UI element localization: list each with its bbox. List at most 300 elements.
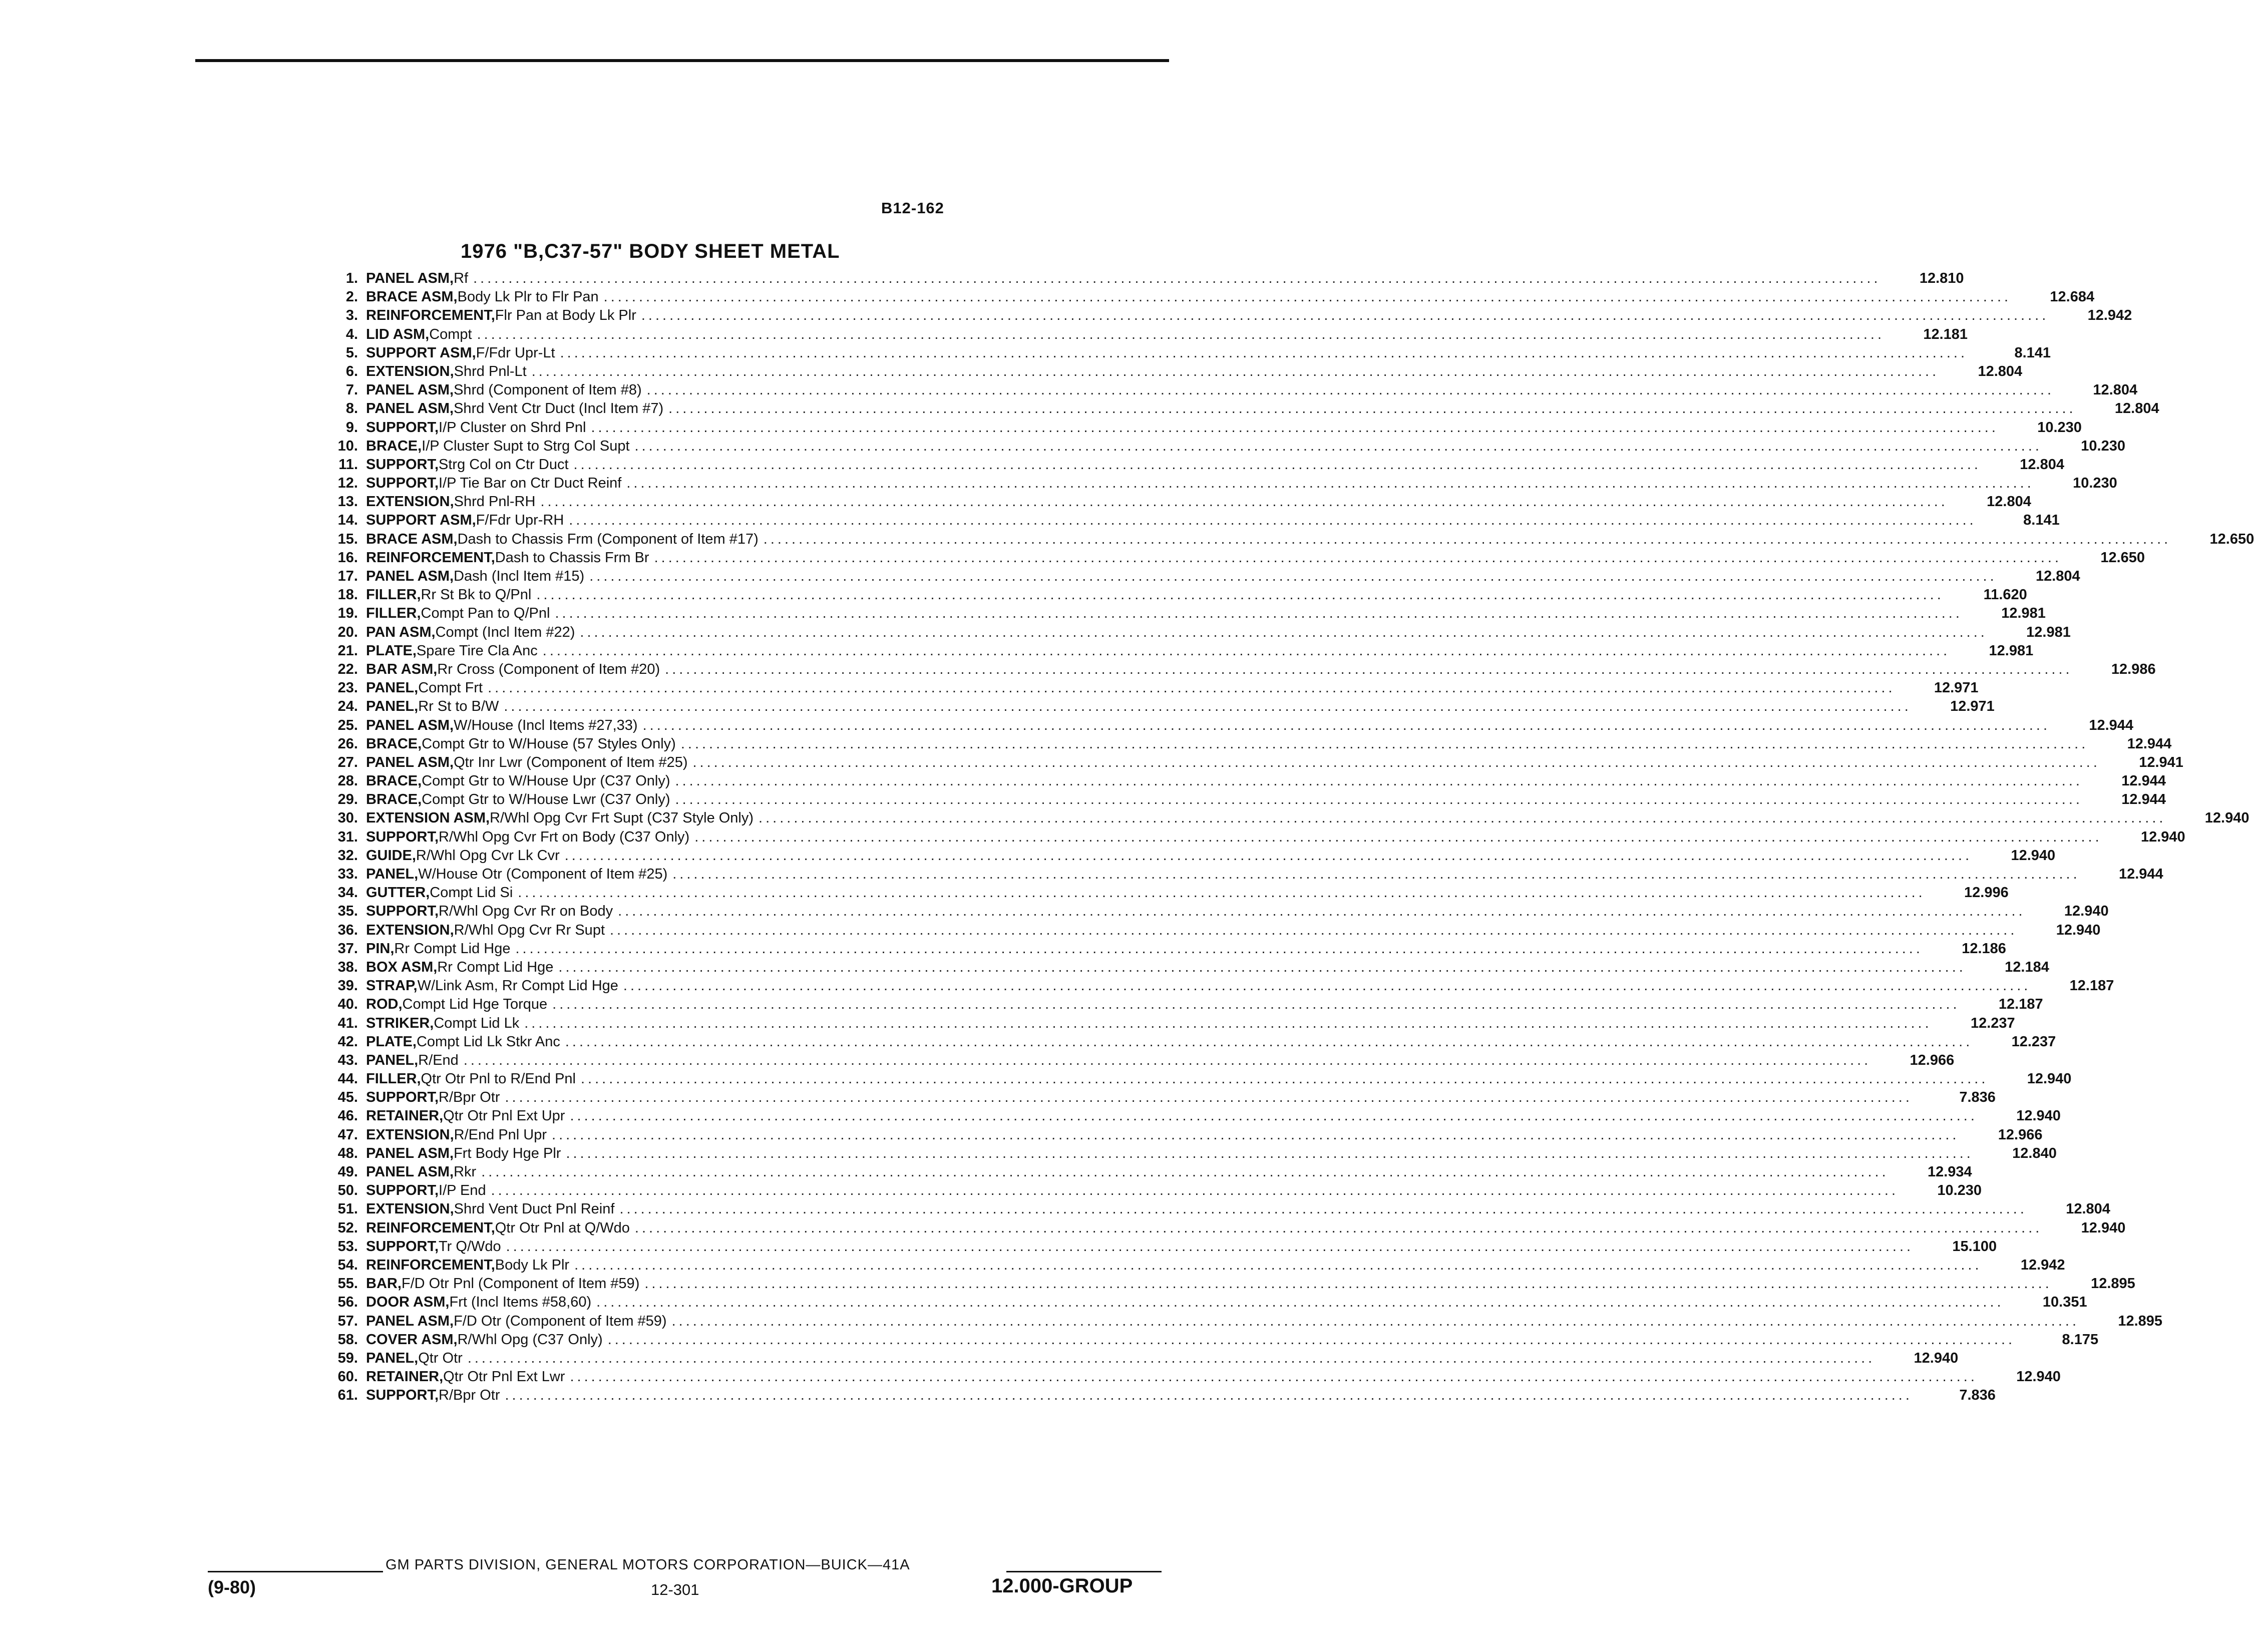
item-number: 27. [337,754,358,770]
item-number: 12. [337,475,358,492]
item-group-number: 12.895 [2118,1313,2163,1329]
header-rule [195,59,1169,62]
item-group-number: 12.804 [2020,456,2064,473]
dot-leader: ........................................................................................................................................................................................................ [573,456,1981,473]
list-item [298,587,2027,605]
list-item [298,903,2109,922]
item-description: Qtr Otr Pnl Ext Lwr [443,1369,565,1385]
list-item [298,270,1964,289]
footer-rule-right [1006,1571,1162,1572]
item-name: SUPPORT, [366,1387,439,1404]
item-number: 26. [337,735,358,752]
item-description: Compt [429,326,472,342]
list-item [298,847,2056,866]
item-name: SUPPORT ASM, [366,344,476,361]
item-description: Spare Tire Cla Anc [416,642,538,659]
dot-leader: ........................................................................................................................................................................................................ [759,810,2166,827]
item-name: PANEL ASM, [366,754,454,770]
item-description: R/Whl Opg Cvr Frt Supt (C37 Style Only) [490,810,754,827]
item-group-number: 10.230 [2073,475,2117,492]
dot-leader: ........................................................................................................................................................................................................ [565,1033,1973,1050]
item-description: Qtr Inr Lwr (Component of Item #25) [454,754,688,770]
item-number: 50. [337,1182,358,1199]
item-group-number: 12.940 [2027,1071,2072,1087]
footer-group-label: 12.000-GROUP [991,1575,1133,1597]
item-group-number: 12.804 [2066,1201,2110,1217]
item-group-number: 12.944 [2121,773,2166,789]
item-name: SUPPORT, [366,1089,439,1106]
item-name: DOOR ASM, [366,1294,450,1311]
list-item [298,400,2159,419]
dot-leader: ........................................................................................................................................................................................................ [524,1015,1932,1031]
list-item [298,1238,1997,1257]
item-group-number: 12.966 [1998,1126,2043,1143]
list-item [298,344,2051,363]
item-name: BRACE ASM, [366,531,458,547]
item-group-number: 10.230 [2081,438,2125,454]
item-number: 52. [337,1219,358,1236]
item-description: Rr Cross (Component of Item #20) [437,661,660,677]
item-number: 41. [337,1015,358,1031]
item-name: EXTENSION, [366,922,454,938]
item-group-number: 12.966 [1910,1052,1955,1068]
item-description: Dash (Incl Item #15) [454,568,585,584]
item-name: FILLER, [366,1071,421,1087]
item-number: 59. [337,1350,358,1366]
list-item [298,922,2101,941]
item-group-number: 12.804 [2093,382,2138,398]
item-group-number: 12.934 [1927,1164,1972,1180]
dot-leader: ........................................................................................................................................................................................................ [581,1071,1989,1087]
item-number: 1. [345,270,358,286]
item-name: EXTENSION, [366,1201,454,1217]
item-number: 6. [345,363,358,379]
dot-leader: ........................................................................................................................................................................................................ [504,698,1912,715]
item-group-number: 10.230 [2037,419,2082,436]
item-description: Compt Pan to Q/Pnl [421,605,550,622]
dot-leader: ........................................................................................................................................................................................................ [634,438,2042,454]
item-group-number: 12.944 [2127,735,2172,752]
item-number: 15. [337,531,358,547]
dot-leader: ........................................................................................................................................................................................................ [671,1313,2080,1329]
item-group-number: 12.986 [2111,661,2156,677]
list-item [298,1331,2099,1350]
item-number: 42. [337,1033,358,1050]
list-item [298,829,2185,848]
list-item [298,382,2138,400]
item-description: W/House (Incl Items #27,33) [454,717,638,733]
item-group-number: 12.941 [2139,754,2183,770]
item-description: F/Fdr Upr-Lt [476,344,555,361]
item-group-number: 10.230 [1937,1182,1982,1199]
item-description: Qtr Otr [418,1350,463,1366]
dot-leader: ........................................................................................................................................................................................................ [536,587,1944,603]
dot-leader: ........................................................................................................................................................................................................ [680,735,2089,752]
item-description: Compt Gtr to W/House Upr (C37 Only) [422,773,670,789]
item-number: 35. [337,903,358,920]
dot-leader: ........................................................................................................................................................................................................ [634,1219,2043,1236]
list-item [298,866,2163,885]
footer-page-number: 12-301 [651,1581,699,1598]
dot-leader: ........................................................................................................................................................................................................ [641,307,2049,324]
list-item [298,549,2145,568]
item-description: Flr Pan at Body Lk Plr [495,307,636,324]
item-name: PANEL, [366,698,419,715]
item-number: 47. [337,1126,358,1143]
item-group-number: 12.650 [2209,531,2254,547]
footer-date: (9-80) [208,1577,256,1597]
dot-leader: ........................................................................................................................................................................................................ [626,475,2034,492]
dot-leader: ........................................................................................................................................................................................................ [506,1238,1914,1255]
item-number: 56. [337,1294,358,1311]
dot-leader: ........................................................................................................................................................................................................ [623,978,2031,994]
item-name: PLATE, [366,1033,417,1050]
item-description: Compt Lid Lk Stkr Anc [416,1033,560,1050]
dot-leader: ........................................................................................................................................................................................................ [540,494,1948,510]
item-description: Frt (Incl Items #58,60) [449,1294,592,1311]
list-item [298,1276,2135,1294]
item-number: 9. [345,419,358,436]
item-description: Compt Gtr to W/House Lwr (C37 Only) [422,791,670,808]
item-number: 18. [337,587,358,603]
list-item [298,1201,2110,1219]
dot-leader: ........................................................................................................................................................................................................ [644,1276,2052,1292]
item-description: Rr St Bk to Q/Pnl [421,587,532,603]
list-item [298,475,2117,494]
item-name: PANEL, [366,1350,419,1366]
item-number: 51. [337,1201,358,1217]
item-name: SUPPORT, [366,419,439,436]
item-number: 34. [337,885,358,901]
item-name: PANEL ASM, [366,568,454,584]
item-number: 46. [337,1108,358,1124]
list-item [298,531,2254,550]
item-description: Compt Lid Hge Torque [402,996,548,1013]
item-group-number: 12.184 [2005,959,2049,975]
item-group-number: 12.650 [2100,549,2145,566]
item-name: SUPPORT, [366,903,439,920]
item-group-number: 12.186 [1962,940,2006,957]
dot-leader: ........................................................................................................................................................................................................ [619,1201,2027,1217]
dot-leader: ........................................................................................................................................................................................................ [542,642,1951,659]
item-group-number: 11.620 [1983,587,2027,603]
item-number: 8. [345,400,358,417]
item-group-number: 12.942 [2020,1257,2065,1273]
item-description: R/Whl Opg (C37 Only) [457,1331,603,1348]
item-number: 58. [337,1331,358,1348]
dot-leader: ........................................................................................................................................................................................................ [552,1126,1960,1143]
item-number: 17. [337,568,358,584]
dot-leader: ........................................................................................................................................................................................................ [570,1369,1978,1385]
item-name: STRAP, [366,978,418,994]
dot-leader: ........................................................................................................................................................................................................ [491,1182,1899,1199]
item-group-number: 12.181 [1923,326,1968,342]
dot-leader: ........................................................................................................................................................................................................ [515,940,1923,957]
item-name: SUPPORT ASM, [366,512,476,529]
item-group-number: 12.187 [1998,996,2043,1013]
item-description: Shrd Vent Duct Pnl Reinf [454,1201,615,1217]
list-item [298,810,2249,829]
item-number: 48. [337,1145,358,1161]
item-name: PANEL ASM, [366,400,454,417]
list-item [298,363,2023,382]
item-name: COVER ASM, [366,1331,458,1348]
item-number: 49. [337,1164,358,1180]
item-group-number: 12.237 [1970,1015,2015,1031]
dot-leader: ........................................................................................................................................................................................................ [665,661,2073,677]
item-name: ROD, [366,996,403,1013]
item-description: Tr Q/Wdo [439,1238,501,1255]
item-group-number: 8.175 [2062,1331,2099,1348]
dot-leader: ........................................................................................................................................................................................................ [463,1052,1871,1068]
item-name: SUPPORT, [366,475,439,492]
item-group-number: 12.971 [1950,698,1995,715]
list-item [298,773,2166,791]
list-item [298,1145,2057,1164]
item-name: SUPPORT, [366,1182,439,1199]
item-description: Rr Compt Lid Hge [437,959,554,975]
list-item [298,289,2095,307]
item-name: PANEL, [366,680,419,696]
item-group-number: 12.981 [1989,642,2034,659]
item-group-number: 12.840 [2012,1145,2057,1161]
item-name: BRACE, [366,438,422,454]
item-name: GUTTER, [366,885,430,901]
item-group-number: 12.996 [1964,885,2009,901]
item-group-number: 12.940 [2011,847,2056,864]
item-number: 30. [337,810,358,827]
list-item [298,1164,1972,1182]
item-number: 60. [337,1369,358,1385]
list-item [298,568,2080,587]
item-group-number: 12.981 [2026,624,2071,640]
item-group-number: 7.836 [1959,1089,1996,1106]
item-description: Dash to Chassis Frm (Component of Item #17) [457,531,759,547]
item-description: Compt Frt [418,680,483,696]
item-description: W/House Otr (Component of Item #25) [418,866,668,882]
item-group-number: 12.942 [2087,307,2132,324]
item-group-number: 12.237 [2011,1033,2056,1050]
dot-leader: ........................................................................................................................................................................................................ [488,680,1896,696]
item-description: W/Link Asm, Rr Compt Lid Hge [417,978,618,994]
item-number: 53. [337,1238,358,1255]
item-description: Dash to Chassis Frm Br [495,549,649,566]
list-item [298,307,2132,326]
list-item [298,940,2006,959]
item-name: SUPPORT, [366,456,439,473]
reference-code: B12-162 [881,199,944,217]
item-name: BRACE ASM, [366,289,458,305]
dot-leader: ........................................................................................................................................................................................................ [564,847,1973,864]
item-number: 22. [337,661,358,677]
item-name: REINFORCEMENT, [366,549,495,566]
item-number: 14. [337,512,358,529]
item-group-number: 15.100 [1952,1238,1997,1255]
list-item [298,1369,2061,1387]
item-number: 57. [337,1313,358,1329]
item-description: Qtr Otr Pnl to R/End Pnl [421,1071,576,1087]
item-group-number: 12.944 [2121,791,2166,808]
item-group-number: 12.895 [2091,1276,2135,1292]
footer-rule-left [208,1571,383,1572]
item-name: PANEL ASM, [366,1164,454,1180]
item-group-number: 12.940 [2064,903,2109,920]
item-name: PANEL ASM, [366,717,454,733]
item-description: R/Whl Opg Cvr Lk Cvr [416,847,560,864]
item-name: RETAINER, [366,1108,444,1124]
list-item [298,494,2031,512]
item-description: Rkr [454,1164,477,1180]
dot-leader: ........................................................................................................................................................................................................ [610,922,2018,938]
item-description: Compt Lid Lk [434,1015,520,1031]
list-item [298,1108,2061,1126]
item-name: PANEL, [366,866,419,882]
dot-leader: ........................................................................................................................................................................................................ [505,1089,1913,1106]
item-name: PANEL ASM, [366,382,454,398]
item-name: EXTENSION, [366,494,454,510]
item-number: 23. [337,680,358,696]
item-group-number: 12.940 [2140,829,2185,845]
footer-corporation: GM PARTS DIVISION, GENERAL MOTORS CORPORATION—BUICK—41A [386,1557,910,1573]
item-group-number: 12.944 [2089,717,2134,733]
item-number: 43. [337,1052,358,1068]
item-name: FILLER, [366,605,421,622]
item-description: Shrd (Component of Item #8) [454,382,642,398]
item-name: BOX ASM, [366,959,438,975]
item-name: LID ASM, [366,326,430,342]
list-item [298,754,2183,773]
item-description: I/P Tie Bar on Ctr Duct Reinf [439,475,622,492]
item-number: 29. [337,791,358,808]
dot-leader: ........................................................................................................................................................................................................ [473,270,1881,286]
item-name: PAN ASM, [366,624,436,640]
item-description: I/P End [439,1182,486,1199]
dot-leader: ........................................................................................................................................................................................................ [552,996,1960,1013]
item-description: I/P Cluster Supt to Strg Col Supt [422,438,630,454]
dot-leader: ........................................................................................................................................................................................................ [569,512,1977,529]
item-number: 38. [337,959,358,975]
dot-leader: ........................................................................................................................................................................................................ [589,568,1997,584]
list-item [298,698,1995,717]
dot-leader: ........................................................................................................................................................................................................ [531,363,1940,379]
dot-leader: ........................................................................................................................................................................................................ [618,903,2026,920]
list-item [298,1182,1982,1201]
item-number: 39. [337,978,358,994]
item-group-number: 12.940 [2016,1369,2061,1385]
item-description: Rr St to B/W [418,698,499,715]
list-item [298,791,2166,810]
item-group-number: 12.810 [1919,270,1964,286]
list-item [298,1071,2072,1089]
item-description: Shrd Vent Ctr Duct (Incl Item #7) [454,400,664,417]
item-description: Body Lk Plr [495,1257,570,1273]
item-description: Frt Body Hge Plr [454,1145,561,1161]
item-name: PIN, [366,940,395,957]
item-name: FILLER, [366,587,421,603]
item-number: 11. [338,456,358,473]
item-group-number: 8.141 [2014,344,2051,361]
item-number: 36. [337,922,358,938]
list-item [298,1126,2043,1145]
list-item [298,456,2064,475]
dot-leader: ........................................................................................................................................................................................................ [591,419,1999,436]
item-number: 21. [337,642,358,659]
item-number: 19. [337,605,358,622]
item-description: Shrd Pnl-RH [454,494,536,510]
item-number: 4. [345,326,358,342]
item-name: PANEL ASM, [366,270,454,286]
item-name: BRACE, [366,735,422,752]
dot-leader: ........................................................................................................................................................................................................ [763,531,2171,547]
item-group-number: 12.940 [2081,1219,2126,1236]
dot-leader: ........................................................................................................................................................................................................ [477,326,1885,342]
item-group-number: 8.141 [2023,512,2060,529]
list-item [298,438,2125,457]
item-group-number: 12.804 [1978,363,2023,379]
item-description: F/D Otr Pnl (Component of Item #59) [401,1276,640,1292]
item-name: RETAINER, [366,1369,444,1385]
list-item [298,1387,1996,1406]
item-name: EXTENSION ASM, [366,810,490,827]
list-item [298,661,2156,680]
item-description: R/End [418,1052,459,1068]
list-item [298,1052,1955,1071]
list-item [298,996,2043,1015]
list-item [298,326,1968,345]
dot-leader: ........................................................................................................................................................................................................ [566,1145,1974,1161]
item-description: R/Whl Opg Cvr Rr on Body [439,903,613,920]
list-item [298,642,2034,661]
item-number: 31. [337,829,358,845]
item-number: 33. [337,866,358,882]
dot-leader: ........................................................................................................................................................................................................ [675,791,2083,808]
page-title: 1976 "B,C37-57" BODY SHEET METAL [461,240,840,262]
item-group-number: 12.940 [2056,922,2101,938]
item-description: Rf [454,270,469,286]
item-number: 32. [337,847,358,864]
item-description: Compt Gtr to W/House (57 Styles Only) [422,735,676,752]
list-item [298,680,1979,698]
item-name: REINFORCEMENT, [366,1219,495,1236]
list-item [298,735,2172,754]
item-description: Rr Compt Lid Hge [394,940,511,957]
list-item [298,1089,1996,1108]
dot-leader: ........................................................................................................................................................................................................ [642,717,2051,733]
item-name: BAR ASM, [366,661,438,677]
dot-leader: ........................................................................................................................................................................................................ [692,754,2100,770]
item-group-number: 10.351 [2042,1294,2087,1311]
item-name: PANEL, [366,1052,419,1068]
item-name: STRIKER, [366,1015,434,1031]
dot-leader: ........................................................................................................................................................................................................ [668,400,2076,417]
dot-leader: ........................................................................................................................................................................................................ [607,1331,2016,1348]
dot-leader: ........................................................................................................................................................................................................ [467,1350,1875,1366]
dot-leader: ........................................................................................................................................................................................................ [646,382,2055,398]
dot-leader: ........................................................................................................................................................................................................ [558,959,1966,975]
list-item [298,624,2071,643]
item-number: 2. [345,289,358,305]
item-name: PANEL ASM, [366,1313,454,1329]
item-number: 45. [337,1089,358,1106]
dot-leader: ........................................................................................................................................................................................................ [596,1294,2004,1311]
item-number: 13. [337,494,358,510]
item-description: R/End Pnl Upr [454,1126,547,1143]
item-number: 44. [337,1071,358,1087]
item-group-number: 12.804 [2114,400,2159,417]
list-item [298,978,2114,996]
item-description: Strg Col on Ctr Duct [439,456,569,473]
item-group-number: 12.971 [1934,680,1979,696]
